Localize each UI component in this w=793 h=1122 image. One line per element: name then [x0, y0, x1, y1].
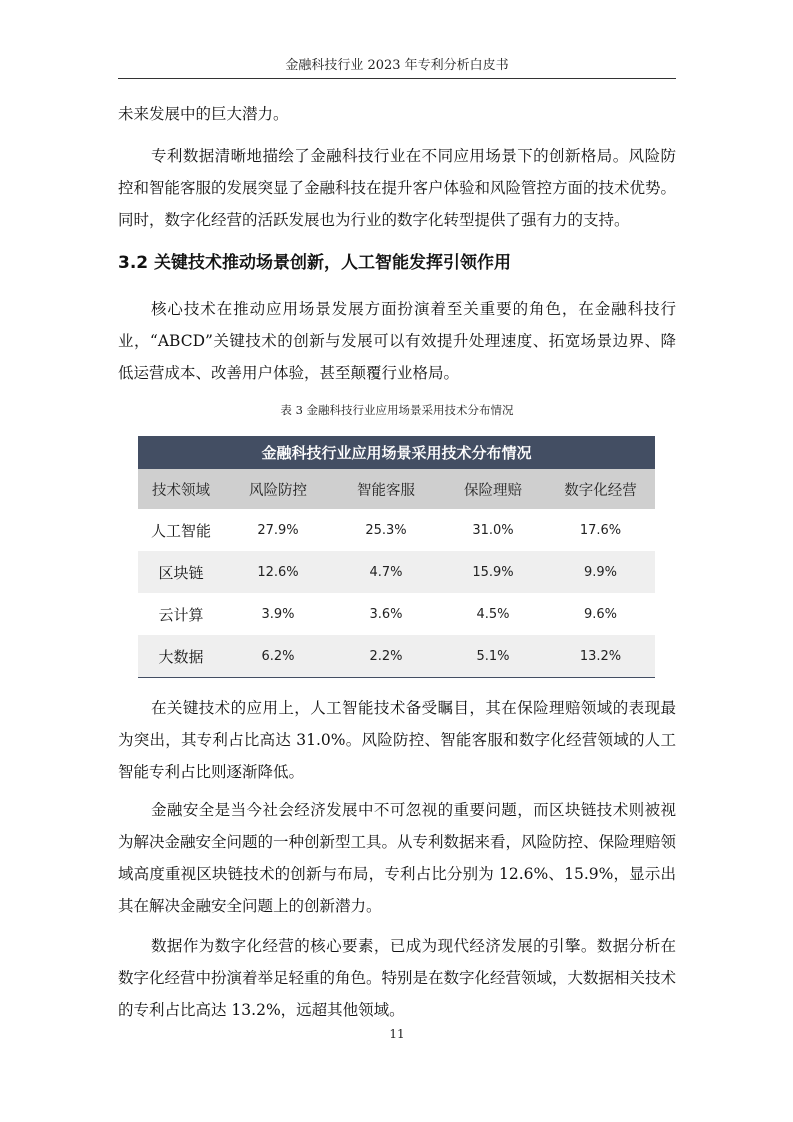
- table-cell: 25.3%: [365, 522, 407, 538]
- table-caption: 表 3 金融科技行业应用场景采用技术分布情况: [280, 403, 514, 417]
- table-cell: 13.2%: [546, 635, 655, 678]
- table-cell: 5.1%: [440, 635, 546, 678]
- table-row: [138, 551, 655, 593]
- column-header: 智能客服: [332, 469, 440, 509]
- column-header: 风险防控: [224, 469, 332, 509]
- paragraph-ai-analysis: 在关键技术的应用上，人工智能技术备受瞩目，其在保险理赔领域的表现最为突出，其专利占比高达 31.0%。风险防控、智能客服和数字化经营领域的人工智能专利占比则逐渐降低。: [118, 699, 676, 781]
- column-header: 技术领域: [138, 469, 224, 509]
- row-label: 云计算: [158, 605, 204, 624]
- table-row: [138, 635, 655, 678]
- table-cell: 3.9%: [261, 606, 295, 622]
- table-cell: 17.6%: [579, 522, 622, 538]
- table-cell: 9.6%: [583, 606, 618, 622]
- row-label: 大数据: [138, 635, 224, 678]
- table-cell: 31.0%: [472, 522, 514, 538]
- tech-distribution-table: [138, 436, 655, 678]
- table-cell: 15.9%: [440, 551, 546, 593]
- row-label: 区块链: [138, 551, 224, 593]
- table-cell: 4.5%: [476, 606, 510, 622]
- paragraph-innovation-landscape: 专利数据清晰地描绘了金融科技行业在不同应用场景下的创新格局。风险防控和智能客服的发展突显了金融科技在提升客户体验和风险管控方面的技术优势。同时，数字化经营的活跃发展也为行业的数字化转型提供了强有力的支持。: [118, 147, 677, 229]
- table-cell: 6.2%: [224, 635, 332, 678]
- table-cell: 3.6%: [369, 606, 403, 622]
- paragraph-bigdata-analysis: 数据作为数字化经营的核心要素，已成为现代经济发展的引擎。数据分析在数字化经营中扮演着举足轻重的角色。特别是在数字化经营领域，大数据相关技术的专利占比高达 13.2%，远超其他领域。: [118, 937, 677, 1019]
- table-title: 金融科技行业应用场景采用技术分布情况: [138, 436, 655, 469]
- table-cell: 27.9%: [257, 522, 299, 538]
- paragraph-continuation: 未来发展中的巨大潜力。: [118, 105, 289, 123]
- paragraph-core-technology: 核心技术在推动应用场景发展方面扮演着至关重要的角色，在金融科技行业，“ABCD”关键技术的创新与发展可以有效提升处理速度、拓宽场景边界、降低运营成本、改善用户体验，甚至颠覆行业格局。: [118, 300, 676, 382]
- page-number: 11: [389, 1027, 405, 1041]
- table-row: [138, 509, 655, 551]
- row-label: 人工智能: [150, 521, 211, 540]
- table-header-row: [138, 469, 655, 509]
- table-cell: 4.7%: [332, 551, 440, 593]
- section-heading: 3.2 关键技术推动场景创新，人工智能发挥引领作用: [118, 253, 512, 273]
- table-cell: 12.6%: [224, 551, 332, 593]
- column-header: 数字化经营: [546, 469, 655, 509]
- table-cell: 9.9%: [546, 551, 655, 593]
- running-header: 金融科技行业 2023 年专利分析白皮书: [118, 56, 676, 79]
- paragraph-blockchain-analysis: 金融安全是当今社会经济发展中不可忽视的重要问题，而区块链技术则被视为解决金融安全问题的一种创新型工具。从专利数据来看，风险防控、保险理赔领域高度重视区块链技术的创新与布局，专利占比分别为 12.6%、15.9%，显示出其在解决金融安全问题上的创新潜力。: [118, 801, 677, 915]
- table-cell: 2.2%: [332, 635, 440, 678]
- column-header: 保险理赔: [440, 469, 546, 509]
- table-row: [138, 593, 655, 635]
